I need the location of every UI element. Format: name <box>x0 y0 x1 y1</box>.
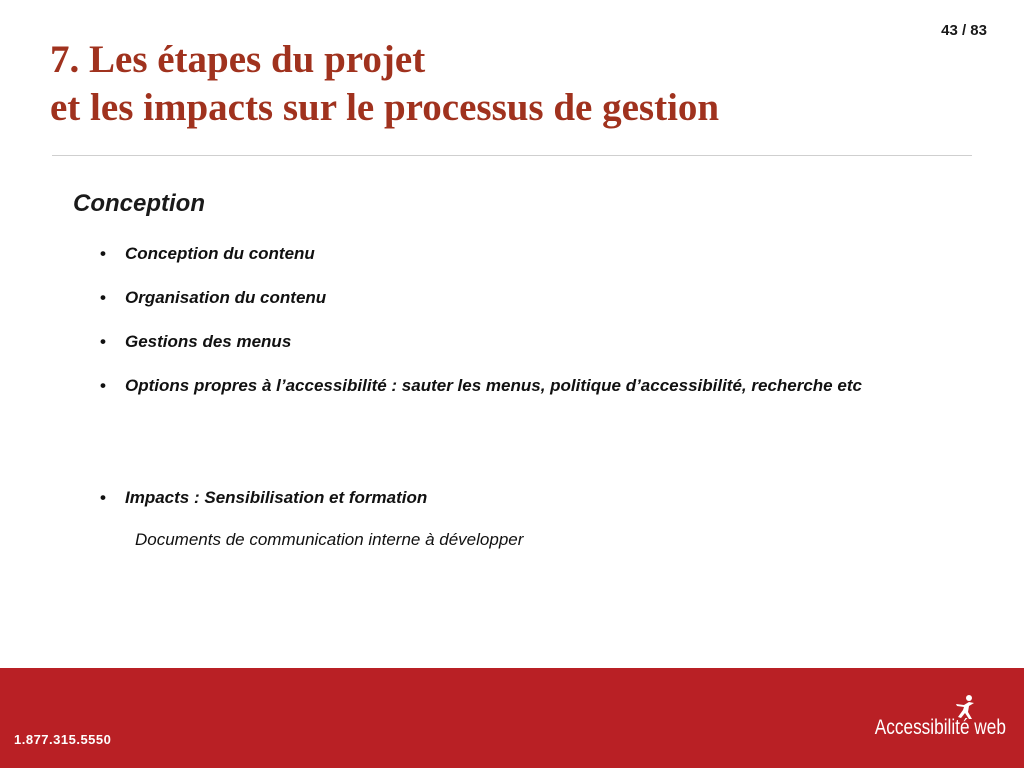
slide-title <box>50 36 719 132</box>
bullet-text: Options propres à l’accessibilité : sauter les menus, politique d’accessibilité, recherche etc <box>125 376 862 395</box>
phone-number: 1.877.315.5550 <box>14 732 112 747</box>
bullet-text: Conception du contenu <box>125 244 315 263</box>
bullet-item <box>100 330 960 353</box>
bullet-item <box>100 374 960 397</box>
title-divider <box>52 155 972 156</box>
bullet-item <box>100 242 960 265</box>
logo-text: Accessibilité web <box>874 716 1006 739</box>
bullet-text: Gestions des menus <box>125 332 292 351</box>
section-heading: Conception <box>73 190 205 217</box>
title-line-1: 7. Les étapes du projet <box>50 38 426 81</box>
bullet-dot: • <box>100 376 106 395</box>
bullet-dot: • <box>100 488 106 507</box>
sub-text: Documents de communication interne à développer <box>135 530 524 549</box>
bullet-item <box>100 286 960 309</box>
title-line-2: et les impacts sur le processus de gestion <box>50 86 720 129</box>
bullet-dot: • <box>100 332 106 351</box>
bullet-text: Impacts : Sensibilisation et formation <box>125 488 428 507</box>
bullet-dot: • <box>100 288 106 307</box>
brand-logo <box>876 694 1006 746</box>
footer-bar <box>0 668 1024 768</box>
bullet-dot: • <box>100 244 106 263</box>
page-counter: 43 / 83 <box>941 22 987 39</box>
bullet-text: Organisation du contenu <box>125 288 327 307</box>
bullet-item <box>100 486 960 509</box>
